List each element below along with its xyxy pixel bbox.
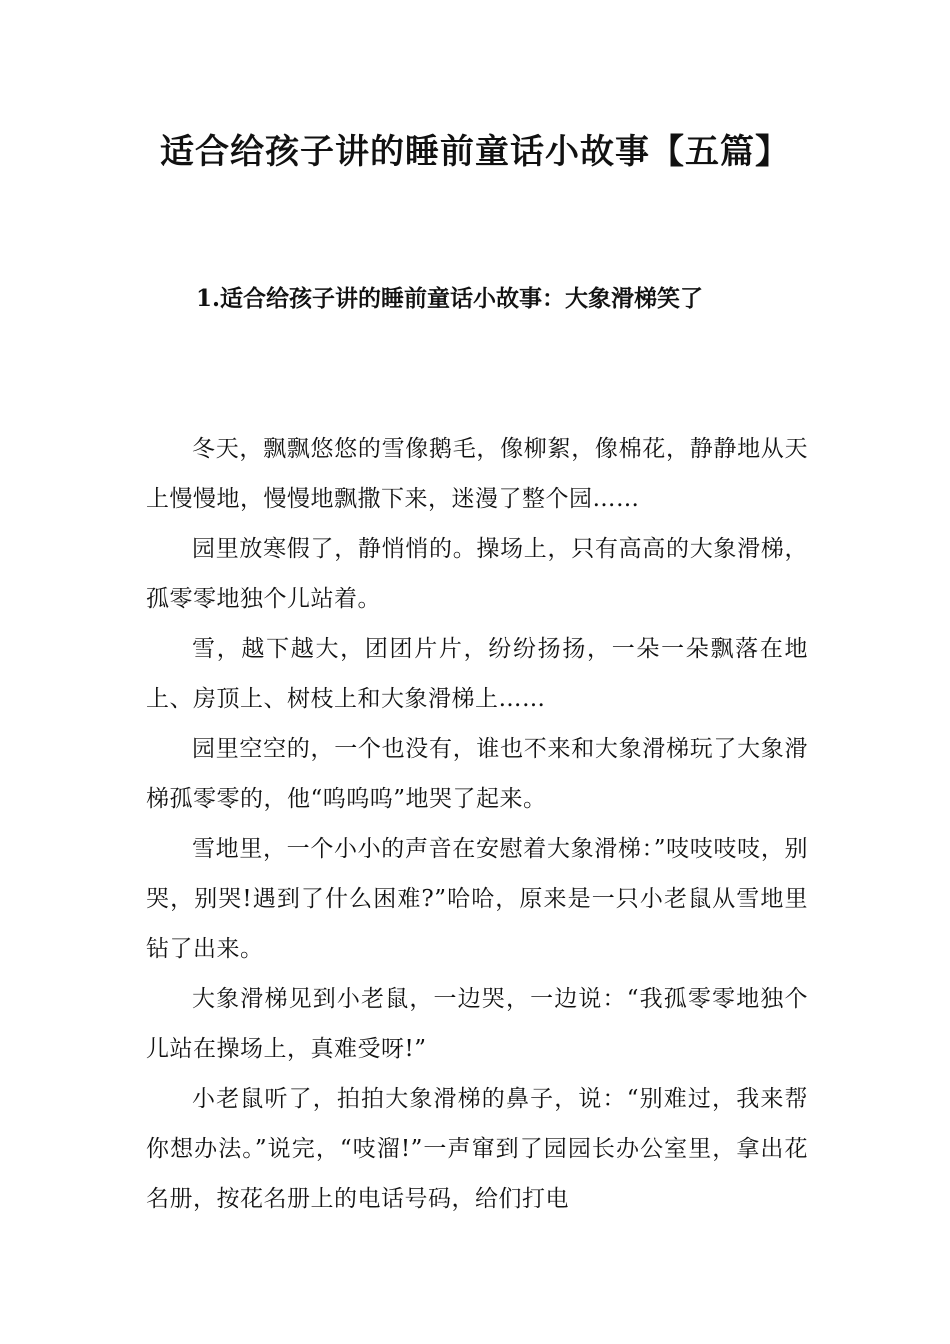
section-heading: 1.适合给孩子讲的睡前童话小故事：大象滑梯笑了 — [196, 285, 704, 312]
paragraph: 雪，越下越大，团团片片，纷纷扬扬，一朵一朵飘落在地上、房顶上、树枝上和大象滑梯上…… — [146, 636, 808, 712]
paragraph: 小老鼠听了，拍拍大象滑梯的鼻子，说：“别难过，我来帮你想办法。”说完，“吱溜!”一声窜到了园园长办公室里，拿出花名册，按花名册上的电话号码，给们打电 — [146, 1086, 808, 1212]
paragraph: 园里放寒假了，静悄悄的。操场上，只有高高的大象滑梯，孤零零地独个儿站着。 — [146, 536, 808, 612]
paragraph: 园里空空的，一个也没有，谁也不来和大象滑梯玩了大象滑梯孤零零的，他“呜呜呜”地哭了起来。 — [146, 736, 808, 812]
story-body — [146, 424, 808, 1224]
paragraph: 雪地里，一个小小的声音在安慰着大象滑梯：”吱吱吱吱，别哭，别哭!遇到了什么困难?”哈哈，原来是一只小老鼠从雪地里钻了出来。 — [146, 836, 808, 962]
paragraph: 冬天，飘飘悠悠的雪像鹅毛，像柳絮，像棉花，静静地从天上慢慢地，慢慢地飘撒下来，迷漫了整个园…… — [146, 436, 808, 512]
page-title: 适合给孩子讲的睡前童话小故事【五篇】 — [160, 132, 790, 172]
paragraph: 大象滑梯见到小老鼠，一边哭，一边说：“我孤零零地独个儿站在操场上，真难受呀!” — [146, 986, 808, 1062]
